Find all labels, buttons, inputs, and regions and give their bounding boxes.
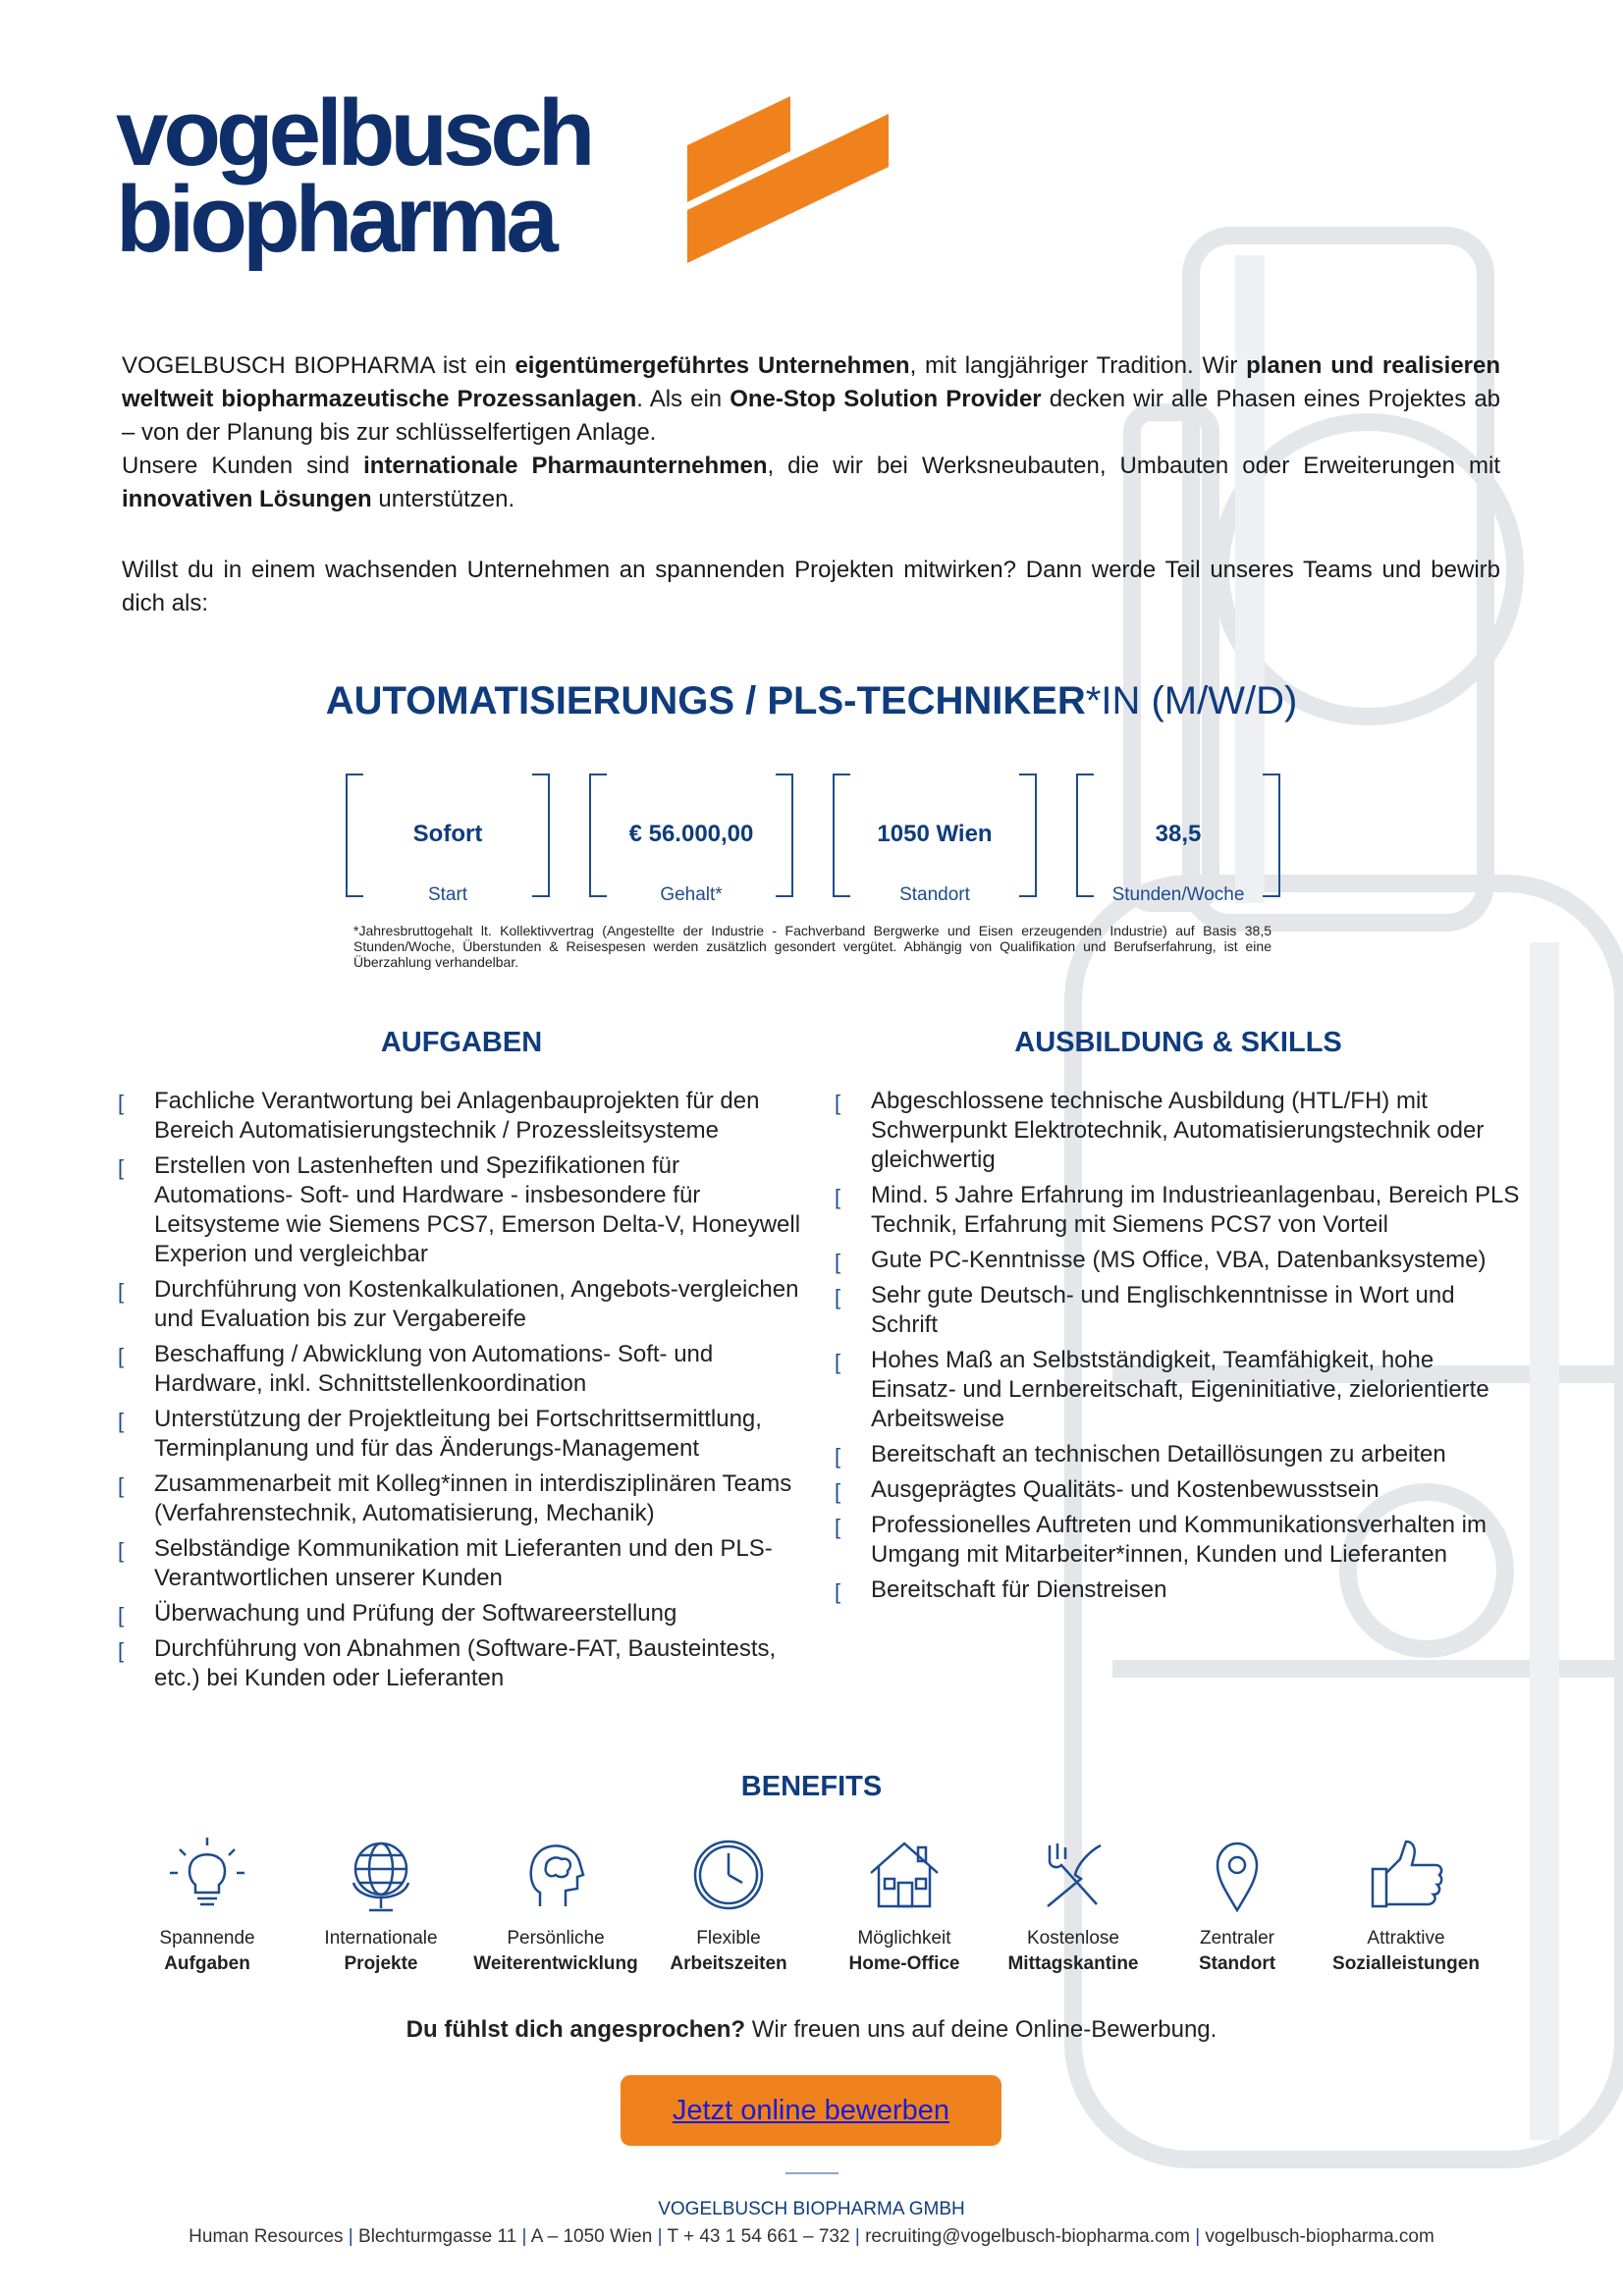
globe-icon	[340, 1834, 422, 1916]
bracket-bullet-icon: [	[835, 1250, 841, 1274]
list-item-text: Zusammenarbeit mit Kolleg*innen in interdisziplinären Teams (Verfahrenstechnik, Automatisierung, Mechanik)	[154, 1470, 792, 1526]
aufgaben-list	[118, 1087, 805, 1693]
fact-value: € 56.000,00	[628, 821, 754, 847]
skills-list	[835, 1087, 1522, 1605]
benefit-item	[293, 1834, 469, 1977]
bracket-bullet-icon: [	[835, 1579, 841, 1604]
list-item-text: Überwachung und Prüfung der Softwareerstellung	[154, 1600, 677, 1627]
list-item	[118, 1534, 805, 1593]
benefit-line-2: Arbeitszeiten	[670, 1953, 787, 1974]
list-item	[835, 1346, 1522, 1434]
footer-company-name: VOGELBUSCH BIOPHARMA GMBH	[658, 2199, 965, 2219]
footer-street: Blechturmgasse 11	[358, 2226, 517, 2247]
text-segment: , mit langjähriger Tradition. Wir	[909, 352, 1247, 379]
fact-start	[346, 774, 550, 905]
list-item	[835, 1087, 1522, 1175]
fact-hours	[1076, 774, 1280, 905]
list-item	[835, 1475, 1522, 1505]
fact-value: 38,5	[1155, 821, 1202, 847]
list-item-text: Mind. 5 Jahre Erfahrung im Industrieanlagenbau, Bereich PLS Technik, Erfahrung mit Siemens PCS7 von Vorteil	[871, 1182, 1520, 1238]
fact-label: Stunden/Woche	[1111, 884, 1245, 905]
bracket-bullet-icon: [	[118, 1344, 125, 1368]
benefit-line-2: Mittagskantine	[1007, 1953, 1139, 1974]
list-item	[118, 1087, 805, 1146]
footer-department: Human Resources	[189, 2226, 344, 2247]
head-brain-icon	[514, 1834, 597, 1916]
house-icon	[863, 1834, 946, 1916]
benefit-line-2: Sozialleistungen	[1332, 1953, 1480, 1974]
benefit-line-2: Aufgaben	[164, 1953, 250, 1974]
logo-line-1: vogelbusch	[116, 80, 591, 186]
fact-location	[833, 774, 1037, 905]
list-item-text: Beschaffung / Abwicklung von Automations- Soft- und Hardware, inkl. Schnittstellenkoordination	[154, 1341, 714, 1397]
benefit-line-1: Internationale	[324, 1928, 438, 1949]
footer-phone[interactable]: T + 43 1 54 661 – 732	[667, 2226, 850, 2247]
cutlery-icon	[1032, 1834, 1114, 1916]
benefit-line-1: Möglichkeit	[857, 1928, 951, 1949]
list-item-text: Durchführung von Abnahmen (Software-FAT, Bausteintests, etc.) bei Kunden oder Lieferanten	[154, 1635, 777, 1691]
bracket-bullet-icon: [	[118, 1155, 125, 1180]
fact-label: Start	[427, 884, 468, 905]
text-segment: VOGELBUSCH BIOPHARMA ist ein	[122, 352, 515, 379]
bracket-bullet-icon: [	[835, 1444, 841, 1468]
list-item-text: Erstellen von Lastenheften und Spezifikationen für Automations- Soft- und Hardware - insbesondere für Leitsysteme wie Siemens PCS7, Emerson Delta-V, Honeywell Experion und vergleichbar	[154, 1152, 801, 1267]
list-item	[118, 1469, 805, 1528]
fact-label: Gehalt*	[660, 884, 723, 905]
list-item	[118, 1599, 805, 1629]
benefit-item	[640, 1834, 817, 1977]
list-item	[118, 1151, 805, 1269]
benefit-line-1: Persönliche	[507, 1928, 605, 1949]
bracket-bullet-icon: [	[118, 1279, 125, 1304]
list-item-text: Sehr gute Deutsch- und Englischkenntnisse in Wort und Schrift	[871, 1282, 1455, 1338]
bracket-bullet-icon: [	[835, 1350, 841, 1374]
footer-email-link[interactable]: recruiting@vogelbusch-biopharma.com	[865, 2226, 1190, 2247]
benefit-line-2: Weiterentwicklung	[473, 1953, 638, 1974]
list-item-text: Bereitschaft für Dienstreisen	[871, 1576, 1167, 1603]
bracket-bullet-icon: [	[835, 1479, 841, 1504]
text-segment: planen und realisieren weltweit biopharmazeutische Prozessanlagen	[122, 352, 1501, 412]
bracket-bullet-icon: [	[118, 1538, 125, 1563]
bracket-bullet-icon: [	[835, 1515, 841, 1539]
bracket-bullet-icon: [	[118, 1409, 125, 1433]
bracket-bullet-icon: [	[118, 1638, 125, 1663]
footer-city: A – 1050 Wien	[530, 2226, 653, 2247]
list-item	[118, 1405, 805, 1464]
text-segment: innovativen Lösungen	[122, 486, 372, 512]
fact-label: Standort	[899, 884, 970, 905]
clock-icon	[687, 1834, 770, 1916]
list-item	[835, 1181, 1522, 1240]
intro-paragraph-2	[122, 450, 1500, 516]
benefit-line-1: Flexible	[696, 1928, 761, 1949]
intro-text	[122, 349, 1500, 620]
benefit-item	[985, 1834, 1162, 1977]
benefit-item	[816, 1834, 993, 1977]
location-pin-icon	[1196, 1834, 1278, 1916]
text-segment: One-Stop Solution Provider	[730, 386, 1042, 412]
cta-text	[0, 2016, 1623, 2044]
fact-salary	[589, 774, 793, 905]
benefit-line-1: Kostenlose	[1026, 1928, 1119, 1949]
intro-paragraph-3: Willst du in einem wachsenden Unternehmen an spannenden Projekten mitwirken? Dann werde Teil unseres Teams und bewirb dich als:	[122, 557, 1500, 616]
aufgaben-section	[118, 1027, 805, 1699]
list-item-text: Bereitschaft an technischen Detaillösungen zu arbeiten	[871, 1441, 1446, 1468]
list-item-text: Selbständige Kommunikation mit Lieferanten und den PLS-Verantwortlichen unserer Kunden	[154, 1535, 773, 1591]
bracket-bullet-icon: [	[118, 1473, 125, 1498]
cta-rest: Wir freuen uns auf deine Online-Bewerbung.	[745, 2016, 1217, 2043]
fact-value: Sofort	[412, 821, 483, 847]
skills-heading: AUSBILDUNG & SKILLS	[1014, 1027, 1342, 1058]
footer-contact-line: Human Resources | Blechturmgasse 11 | A – 1050 Wien | T + 43 1 54 661 – 732 | recruiting@vogelbusch-biopharma.com | vogelbusch-biopharma.com	[189, 2226, 1434, 2247]
list-item	[835, 1246, 1522, 1275]
list-item-text: Professionelles Auftreten und Kommunikationsverhalten im Umgang mit Mitarbeiter*innen, Kunden und Lieferanten	[871, 1512, 1487, 1568]
list-item-text: Unterstützung der Projektleitung bei Fortschrittsermittlung, Terminplanung und für das Änderungs-Management	[154, 1406, 762, 1462]
list-item	[118, 1634, 805, 1693]
bracket-bullet-icon: [	[835, 1091, 841, 1115]
list-item-text: Durchführung von Kostenkalkulationen, Angebots-vergleichen und Evaluation bis zur Vergabereife	[154, 1276, 799, 1332]
aufgaben-heading: AUFGABEN	[380, 1027, 543, 1058]
list-item	[118, 1340, 805, 1399]
text-segment: unterstützen.	[371, 486, 515, 512]
bracket-bullet-icon: [	[118, 1091, 125, 1115]
footer-website-link[interactable]: vogelbusch-biopharma.com	[1205, 2226, 1434, 2247]
text-segment: decken wir alle Phasen eines Projektes ab – von der Planung bis zur schlüsselfertigen Anlage.	[122, 386, 1501, 446]
salary-footnote: *Jahresbruttogehalt lt. Kollektivvertrag (Angestellte der Industrie - Fachverband Bergwerke und Eisen erzeugenden Industrie) auf Basis 38,5 Stunden/Woche, Überstunden & Reisespesen werden zusätzlich gesondert vergütet. Abhängig von Qualifikation und Berufserfahrung, ist eine Überzahlung verhandelbar.	[353, 923, 1271, 970]
logo-line-2: biopharma	[116, 167, 554, 272]
list-item	[835, 1281, 1522, 1340]
list-item-text: Ausgeprägtes Qualitäts- und Kostenbewusstsein	[871, 1476, 1380, 1503]
benefit-item	[467, 1834, 644, 1977]
benefit-line-1: Attraktive	[1367, 1928, 1445, 1949]
thumbs-up-icon	[1365, 1834, 1447, 1916]
job-title	[0, 679, 1623, 723]
text-segment: eigentümergeführtes Unternehmen	[514, 352, 910, 379]
benefit-line-2: Projekte	[344, 1953, 418, 1974]
benefits-heading: BENEFITS	[740, 1771, 883, 1802]
company-logo	[116, 80, 591, 272]
text-segment: , die wir bei Werksneubauten, Umbauten oder Erweiterungen mit	[767, 453, 1500, 479]
apply-online-button[interactable]: Jetzt online bewerben	[621, 2075, 1001, 2146]
benefit-line-2: Standort	[1198, 1953, 1276, 1974]
job-title-suffix: *IN (M/W/D)	[1085, 679, 1298, 722]
lightbulb-icon	[166, 1834, 248, 1916]
list-item-text: Hohes Maß an Selbstständigkeit, Teamfähigkeit, hohe Einsatz- und Lernbereitschaft, Eigeninitiative, zielorientierte Arbeitsweise	[871, 1347, 1489, 1432]
footer-divider	[785, 2172, 839, 2174]
logo-mark-icon	[687, 96, 893, 265]
benefit-item	[1318, 1834, 1494, 1977]
text-segment: Unsere Kunden sind	[122, 453, 364, 479]
list-item	[835, 1440, 1522, 1469]
list-item	[835, 1575, 1522, 1605]
bracket-bullet-icon: [	[118, 1603, 125, 1628]
list-item	[118, 1275, 805, 1334]
skills-section	[835, 1027, 1522, 1611]
intro-paragraph-1	[122, 349, 1500, 450]
text-segment: internationale Pharmaunternehmen	[363, 453, 768, 479]
bracket-bullet-icon: [	[835, 1185, 841, 1209]
list-item	[835, 1511, 1522, 1570]
job-title-main: AUTOMATISIERUNGS / PLS-TECHNIKER	[325, 679, 1086, 722]
benefit-line-1: Zentraler	[1199, 1928, 1275, 1949]
fact-value: 1050 Wien	[877, 821, 993, 847]
list-item-text: Fachliche Verantwortung bei Anlagenbauprojekten für den Bereich Automatisierungstechnik / Prozessleitsysteme	[154, 1088, 760, 1144]
text-segment: . Als ein	[636, 386, 730, 412]
list-item-text: Abgeschlossene technische Ausbildung (HTL/FH) mit Schwerpunkt Elektrotechnik, Automatisierungstechnik oder gleichwertig	[871, 1088, 1485, 1173]
benefit-line-2: Home-Office	[848, 1953, 960, 1974]
job-facts	[346, 774, 1278, 905]
benefit-item	[1149, 1834, 1325, 1977]
cta-question: Du fühlst dich angesprochen?	[406, 2016, 746, 2043]
benefit-line-1: Spannende	[159, 1928, 255, 1949]
benefit-item	[119, 1834, 296, 1977]
bracket-bullet-icon: [	[835, 1285, 841, 1309]
list-item-text: Gute PC-Kenntnisse (MS Office, VBA, Datenbanksysteme)	[871, 1247, 1487, 1273]
